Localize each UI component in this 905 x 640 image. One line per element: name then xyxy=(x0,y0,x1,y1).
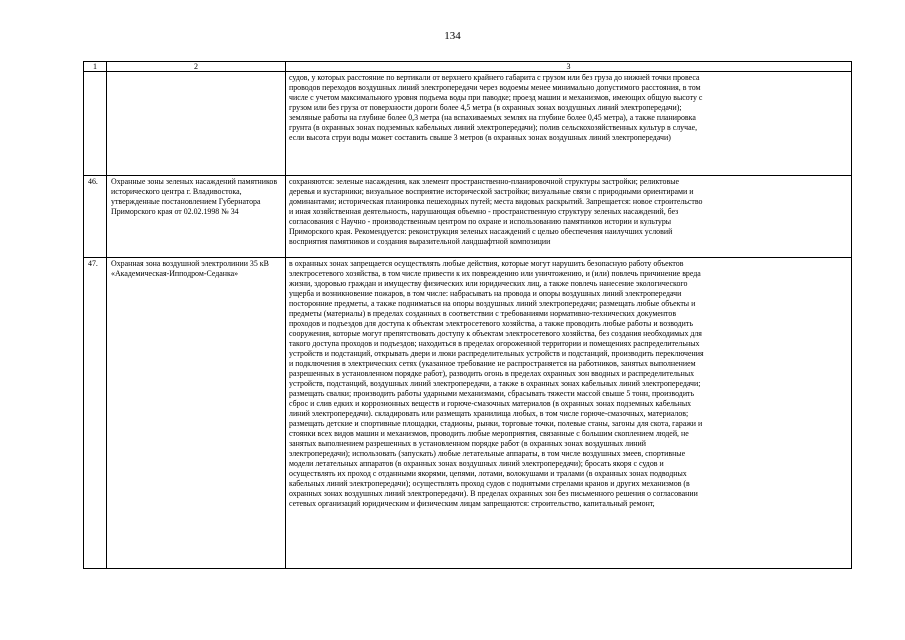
text-line: разрешенных в установленном порядке работ), разводить огонь в пределах охранных зон вводных и распределительных xyxy=(289,369,695,378)
text-line: сброс и слив едких и коррозионных веществ и горюче-смазочных материалов (в охранных зонах подземных кабельных xyxy=(289,399,692,408)
zones-table xyxy=(83,61,852,569)
text-line: грузом или без груза от поверхности дороги более 4,5 метра (в охранных зонах воздушных линий электропередачи); xyxy=(289,103,682,112)
text-line: электропередачи); использовать (запускать) любые летательные аппараты, в том числе воздушных змеев, спортивные xyxy=(289,449,686,458)
text-line: устройств и подстанций, открывать двери и люки распределительных устройств и подстанций, производить переключения xyxy=(289,349,704,358)
table-header-row xyxy=(84,62,852,72)
text-line: Приморского края. Рекомендуется: реконструкция зеленых насаждений с целью обеспечения наилучших условий xyxy=(289,227,673,236)
text-line: судов, у которых расстояние по вертикали от верхнего крайнего габарита с грузом или без груза до нижней точки провеса xyxy=(289,73,700,82)
text-line: размещать детские и спортивные площадки, стадионы, рынки, торговые точки, полевые станы, загоны для скота, гаражи и xyxy=(289,419,703,428)
row-number: 47. xyxy=(84,258,107,569)
text-line: в охранных зонах запрещается осуществлять любые действия, которые могут нарушить безопасную работу объектов xyxy=(289,259,684,268)
table-row xyxy=(84,176,852,258)
table-row xyxy=(84,258,852,569)
text-line: модели летательных аппаратов (в охранных зонах воздушных линий электропередачи); бросать якоря с судов и xyxy=(289,459,664,468)
text-line: проходов и подъездов для доступа к объектам электросетевого хозяйства, а также проводить любые работы и возводить xyxy=(289,319,693,328)
text-line: земляные работы на глубине более 0,3 метра (на вспахиваемых землях на глубине более 0,45 метра), а также планировка xyxy=(289,113,696,122)
text-line: жизни, здоровью граждан и имуществу физических или юридических лиц, а также повлечь нанесение экологического xyxy=(289,279,688,288)
page-number: 134 xyxy=(444,30,461,42)
text-line: занятых выполнением разрешенных в установленном порядке работ (в охранных зонах воздушных линий xyxy=(289,439,646,448)
text-line: стоянки всех видов машин и механизмов, проводить любые мероприятия, связанные с большим скоплением людей, не xyxy=(289,429,689,438)
text-line: устройств, подстанций, воздушных линий электропередачи, а также в охранных зонах кабельных линий электропередачи; xyxy=(289,379,701,388)
text-line: сохраняются: зеленые насаждения, как элемент пространственно-планировочной структуры застройки; реликтовые xyxy=(289,177,679,186)
text-line: восприятия памятников и создания выразительной ландшафтной композиции xyxy=(289,237,551,246)
text-line: и подключения в электрических сетях (указанное требование не распространяется на работников, занятых выполнением xyxy=(289,359,696,368)
zone-name: Охранные зоны зеленых насаждений памятников исторического центра г. Владивостока, утвержденные постановлением Губернатора Приморского края от 02.02.1998 № 34 xyxy=(107,176,286,258)
text-line: осуществлять их проход с отданными якорями, цепями, лотами, волокушами и тралами (в охранных зонах подводных xyxy=(289,469,687,478)
text-line: числе с учетом максимального уровня подъема воды при паводке; проезд машин и механизмов, имеющих общую высоту с xyxy=(289,93,703,102)
zone-name: Охранная зона воздушной электролинии 35 кВ «Академическая-Ипподром-Седанка» xyxy=(107,258,286,569)
text-line: если высота струи воды может составить свыше 3 метров (в охранных зонах воздушных линий электропередачи) xyxy=(289,133,671,142)
text-line: деревья и кустарники; визуальное восприятие исторической застройки; визуальные связи с природными ориентирами и xyxy=(289,187,694,196)
text-line: охранных зонах воздушных линий электропередачи). В пределах охранных зон без письменного решения о согласовании xyxy=(289,489,698,498)
zone-restrictions xyxy=(286,176,852,258)
text-line: сетевых организаций юридическим и физическим лицам запрещаются: строительство, капитальный ремонт, xyxy=(289,499,655,508)
text-line: и иная хозяйственная деятельность, нарушающая объемно - пространственную структуру зеленых насаждений, без xyxy=(289,207,679,216)
text-line: ущерба и возникновение пожаров, в том числе: набрасывать на провода и опоры воздушных линий электропередачи xyxy=(289,289,682,298)
text-line: предметы (материалы) в пределах созданных в соответствии с требованиями нормативно-технических документов xyxy=(289,309,677,318)
column-header-2: 2 xyxy=(107,62,286,72)
row-number xyxy=(84,72,107,176)
text-line: кабельных линий электропередачи); осуществлять проход судов с поднятыми стрелами кранов и других механизмов (в xyxy=(289,479,690,488)
text-line: грунта (в охранных зонах подземных кабельных линий электропередачи); полив сельскохозяйственных культур в случае, xyxy=(289,123,698,132)
row-number: 46. xyxy=(84,176,107,258)
text-line: электросетевого хозяйства, в том числе привести к их повреждению или уничтожению, и (или) повлечь причинение вреда xyxy=(289,269,701,278)
text-line: доминантами; историческая планировка пешеходных путей; места видовых раскрытий. Запрещается: новое строительство xyxy=(289,197,703,206)
text-line: посторонние предметы, а также подниматься на опоры воздушных линий электропередачи; размещать любые объекты и xyxy=(289,299,696,308)
text-line: проводов переходов воздушных линий электропередачи через водоемы менее минимально допустимого расстояния, в том xyxy=(289,83,701,92)
column-header-3: 3 xyxy=(286,62,852,72)
text-line: размещать свалки; производить работы ударными механизмами, сбрасывать тяжести массой свыше 5 тонн, производить xyxy=(289,389,695,398)
zone-name xyxy=(107,72,286,176)
text-line: согласования с Научно - производственным центром по охране и использованию памятников истории и культуры xyxy=(289,217,672,226)
text-line: линий электропередачи). складировать или размещать хранилища любых, в том числе горюче-смазочных, материалов; xyxy=(289,409,689,418)
zone-restrictions xyxy=(286,72,852,176)
table-row xyxy=(84,72,852,176)
text-line: сооружения, которые могут препятствовать доступу к объектам электросетевого хозяйства, без создания необходимых для xyxy=(289,329,702,338)
text-line: такого доступа проходов и подъездов; находиться в пределах огороженной территории и помещениях распределительных xyxy=(289,339,700,348)
column-header-1: 1 xyxy=(84,62,107,72)
zone-restrictions xyxy=(286,258,852,569)
